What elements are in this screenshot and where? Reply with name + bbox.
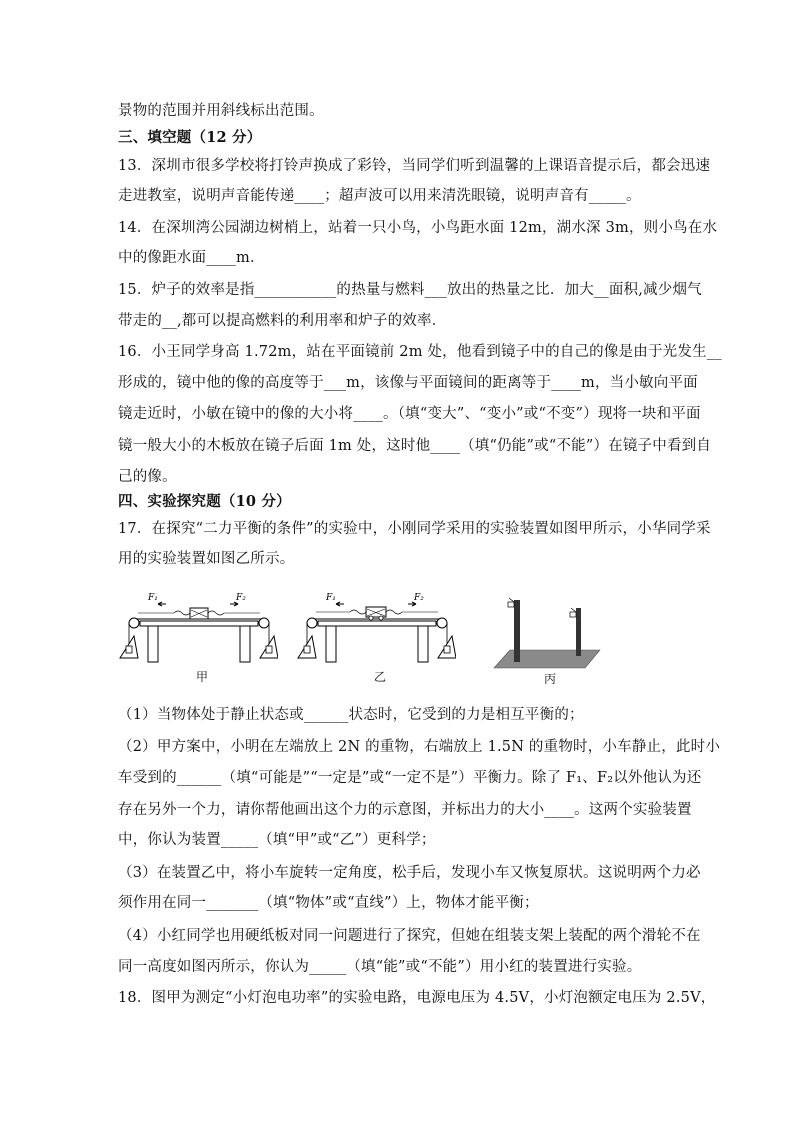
question-16: 16．小王同学身高 1.72m，站在平面镜前 2m 处，他看到镜子中的自己的像是由于光发生__ — [118, 344, 722, 360]
text-line: 形成的，镜中他的像的高度等于___m，该像与平面镜间的距离等于____m，当小敏向平面 — [118, 375, 698, 391]
text-line: 带走的__,都可以提高燃料的利用率和炉子的效率． — [118, 313, 447, 329]
force-f2-label: F₂ — [414, 593, 424, 603]
figure-label-jia: 甲 — [196, 670, 209, 684]
section-heading-fill-in: 三、填空题（12 分） — [118, 129, 262, 146]
text-line: 车受到的______（填“可能是”“一定是”或“一定不是”）平衡力。除了 F₁、F₂以外他认为还 — [118, 770, 702, 786]
text-line: 同一高度如图丙所示，你认为_____（填“能”或“不能”）用小红的装置进行实验。 — [118, 959, 642, 975]
figure-label-yi: 乙 — [374, 670, 387, 684]
text-line: 走进教室，说明声音能传递____；超声波可以用来清洗眼镜，说明声音有_____。 — [118, 188, 641, 204]
text-line: 镜走近时，小敏在镜中的像的大小将____。（填“变大”、“变小”或“不变”）现将一块和平面 — [118, 406, 701, 422]
apparatus-yi-figure — [296, 588, 456, 668]
figure-label-bing: 丙 — [544, 672, 557, 686]
text-line: 用的实验装置如图乙所示。 — [118, 551, 295, 567]
q17-part3: （3）在装置乙中，将小车旋转一定角度，松手后，发现小车又恢复原状。这说明两个力必 — [118, 865, 701, 881]
text-line: 中，你认为装置_____（填“甲”或“乙”）更科学； — [118, 832, 436, 848]
apparatus-jia-figure — [118, 588, 278, 668]
q17-part1: （1）当物体处于静止状态或______状态时，它受到的力是相互平衡的； — [118, 707, 584, 723]
text-line: 存在另外一个力，请你帮他画出这个力的示意图，并标出力的大小____。这两个实验装置 — [118, 802, 692, 818]
question-18: 18．图甲为测定“小灯泡电功率”的实验电路，电源电压为 4.5V，小灯泡额定电压为 2.5V， — [118, 990, 716, 1006]
text-line: 须作用在同一_______（填“物体”或“直线”）上，物体才能平衡； — [118, 895, 539, 911]
force-f2-label: F₂ — [236, 593, 246, 603]
text-line: 中的像距水面____m． — [118, 250, 265, 266]
q17-part2: （2）甲方案中，小明在左端放上 2N 的重物，右端放上 1.5N 的重物时，小车静止，此时小 — [118, 739, 721, 755]
question-15: 15．炉子的效率是指___________的热量与燃料___放出的热量之比．加大__面积,减少烟气 — [118, 282, 702, 298]
text-line: 景物的范围并用斜线标出范围。 — [118, 103, 324, 119]
apparatus-bing-figure — [490, 588, 610, 672]
text-line: 己的像。 — [118, 469, 177, 485]
question-13: 13．深圳市很多学校将打铃声换成了彩铃，当同学们听到温馨的上课语音提示后，都会迅速 — [118, 158, 711, 174]
force-f1-label: F₁ — [326, 593, 336, 603]
section-heading-experiment: 四、实验探究题（10 分） — [118, 493, 291, 510]
text-line: 镜一般大小的木板放在镜子后面 1m 处，这时他____（填“仍能”或“不能”）在镜子中看到自 — [118, 438, 712, 454]
q17-part4: （4）小红同学也用硬纸板对同一问题进行了探究，但她在组装支架上装配的两个滑轮不在 — [118, 928, 701, 944]
question-14: 14．在深圳湾公园湖边树梢上，站着一只小鸟，小鸟距水面 12m，湖水深 3m，则小鸟在水 — [118, 220, 718, 236]
force-f1-label: F₁ — [148, 593, 158, 603]
question-17: 17．在探究“二力平衡的条件”的实验中，小刚同学采用的实验装置如图甲所示，小华同学采 — [118, 521, 711, 537]
experiment-figures — [118, 588, 618, 688]
